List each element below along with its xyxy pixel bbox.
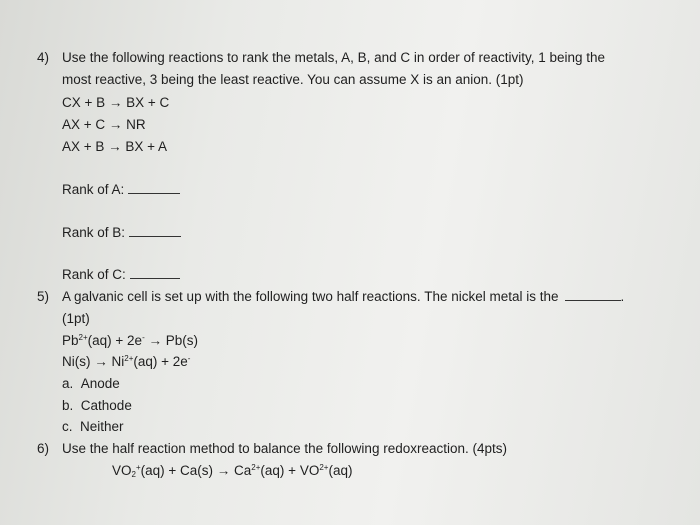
rank-a-blank[interactable] <box>128 181 180 194</box>
q6-equation <box>112 462 352 480</box>
q5-points: (1pt) <box>62 311 90 326</box>
r2-middle: (aq) + 2e <box>133 354 188 369</box>
eq-product-2-charge: 2+ <box>319 463 329 472</box>
eq-product-2: (aq) + VO <box>260 463 320 478</box>
rank-b-blank[interactable] <box>129 224 181 237</box>
q5-text-line1 <box>62 288 624 306</box>
q5-period: . <box>620 289 625 304</box>
r1-species: Pb <box>62 333 79 348</box>
q4-reaction-3: AX + B → BX + A <box>62 139 168 154</box>
option-a-text: Anode <box>80 376 120 391</box>
rank-a-row <box>62 181 180 199</box>
option-c-letter: c. <box>62 419 73 434</box>
rank-c-row <box>62 266 180 284</box>
option-b-text: Cathode <box>80 398 132 413</box>
q4-text-line1: Use the following reactions to rank the metals, A, B, and C in order of reactivity, 1 being the <box>62 50 606 65</box>
r2-electron-charge: - <box>187 354 191 363</box>
q5-half-reaction-2 <box>62 353 190 371</box>
rank-c-blank[interactable] <box>130 266 180 279</box>
r2-species: Ni(s) → Ni <box>62 354 125 369</box>
eq-product-1-charge: 2+ <box>251 463 261 472</box>
option-a-letter: a. <box>62 376 74 391</box>
eq-reactant-1: VO <box>112 463 132 478</box>
q5-answer-blank[interactable] <box>565 288 621 301</box>
r1-electron-charge: - <box>142 333 145 342</box>
rank-c-label: Rank of C: <box>62 267 126 282</box>
eq-reactant-1-subscript: 2 <box>131 470 136 479</box>
q4-reaction-1: CX + B → BX + C <box>62 95 170 110</box>
q4-reaction-2: AX + C → NR <box>62 117 146 132</box>
option-b[interactable] <box>62 397 132 415</box>
q4-text-line2: most reactive, 3 being the least reactive. You can assume X is an anion. (1pt) <box>62 72 524 87</box>
r2-charge: 2+ <box>124 354 134 363</box>
q6-number: 6) <box>37 441 50 456</box>
option-c-text: Neither <box>80 419 124 434</box>
r1-middle: (aq) + 2e <box>87 333 143 348</box>
option-b-letter: b. <box>62 398 74 413</box>
option-a[interactable] <box>62 375 120 393</box>
q4-number: 4) <box>37 50 50 65</box>
q5-half-reaction-1 <box>62 332 198 350</box>
rank-b-row <box>62 224 181 242</box>
eq-middle: (aq) + Ca(s) → Ca <box>140 463 252 478</box>
eq-end: (aq) <box>328 463 353 478</box>
q5-number: 5) <box>37 289 50 304</box>
rank-b-label: Rank of B: <box>62 225 126 240</box>
rank-a-label: Rank of A: <box>62 182 125 197</box>
r1-product: → Pb(s) <box>144 333 198 348</box>
q5-text: A galvanic cell is set up with the following two half reactions. The nickel metal is the <box>62 289 559 304</box>
q6-text-line1: Use the half reaction method to balance the following redoxreaction. (4pts) <box>62 441 508 456</box>
option-c[interactable] <box>62 418 124 436</box>
r1-charge: 2+ <box>78 333 88 342</box>
eq-reactant-1-charge: + <box>135 463 141 472</box>
